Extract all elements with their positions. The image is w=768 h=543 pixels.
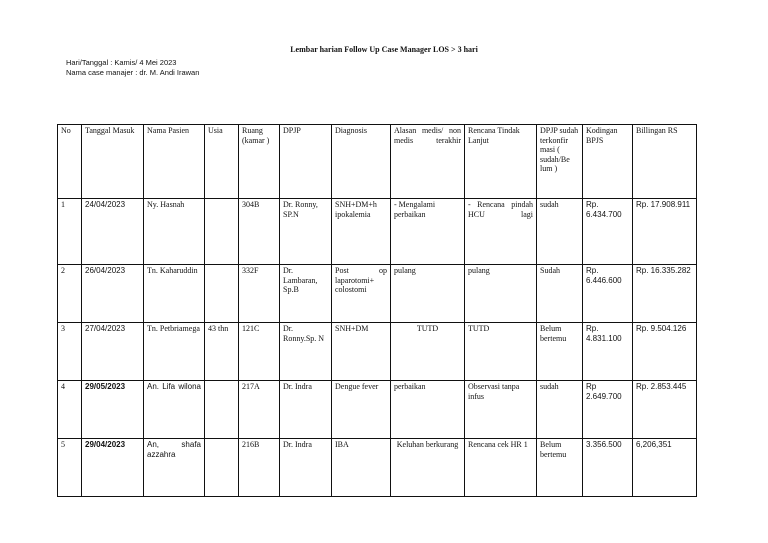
cell-konfirmasi: Belum bertemu <box>537 323 583 381</box>
header-no: No <box>58 125 82 199</box>
header-dpjp: DPJP <box>280 125 332 199</box>
cell-kodingan: Rp. 4.831.100 <box>583 323 633 381</box>
cell-konfirmasi: sudah <box>537 199 583 265</box>
cell-kodingan: 3.356.500 <box>583 439 633 497</box>
cell-diagnosis: Dengue fever <box>332 381 391 439</box>
cell-konfirmasi: Belum bertemu <box>537 439 583 497</box>
cell-tanggal: 29/04/2023 <box>82 439 144 497</box>
cell-nama: An. Lifa wilona <box>144 381 205 439</box>
case-manager-line: Nama case manajer : dr. M. Andi Irawan <box>66 68 200 77</box>
cell-tanggal: 27/04/2023 <box>82 323 144 381</box>
cell-rencana: TUTD <box>465 323 537 381</box>
date-line: Hari/Tanggal : Kamis/ 4 Mei 2023 <box>66 58 177 67</box>
cell-no: 2 <box>58 265 82 323</box>
header-alasan: Alasan medis/ non medis terakhir <box>391 125 465 199</box>
cell-alasan: pulang <box>391 265 465 323</box>
cell-ruang: 304B <box>239 199 280 265</box>
cell-billingan: Rp. 9.504.126 <box>633 323 697 381</box>
cell-ruang: 216B <box>239 439 280 497</box>
cell-tanggal: 24/04/2023 <box>82 199 144 265</box>
cell-no: 5 <box>58 439 82 497</box>
header-usia: Usia <box>205 125 239 199</box>
cell-tanggal: 29/05/2023 <box>82 381 144 439</box>
cell-usia <box>205 381 239 439</box>
cell-billingan: 6,206,351 <box>633 439 697 497</box>
cell-alasan: TUTD <box>391 323 465 381</box>
header-rencana: Rencana Tindak Lanjut <box>465 125 537 199</box>
cell-no: 1 <box>58 199 82 265</box>
cell-billingan: Rp. 16.335.282 <box>633 265 697 323</box>
cell-ruang: 217A <box>239 381 280 439</box>
cell-billingan: Rp. 2.853.445 <box>633 381 697 439</box>
cell-alasan: Keluhan berkurang <box>391 439 465 497</box>
cell-kodingan: Rp. 6.446.600 <box>583 265 633 323</box>
cell-rencana: pulang <box>465 265 537 323</box>
cell-nama: An, shafa azzahra <box>144 439 205 497</box>
cell-nama: Tn. Petbriamega <box>144 323 205 381</box>
cell-alasan: - Mengalami perbaikan <box>391 199 465 265</box>
cell-diagnosis: SNH+DM+h ipokalemia <box>332 199 391 265</box>
table-row <box>58 265 697 323</box>
follow-up-table <box>57 124 697 497</box>
header-nama-pasien: Nama Pasien <box>144 125 205 199</box>
cell-konfirmasi: Sudah <box>537 265 583 323</box>
cell-dpjp: Dr. Lambaran, Sp.B <box>280 265 332 323</box>
cell-no: 4 <box>58 381 82 439</box>
cell-usia <box>205 265 239 323</box>
cell-usia <box>205 199 239 265</box>
cell-dpjp: Dr. Ronny, SP.N <box>280 199 332 265</box>
cell-no: 3 <box>58 323 82 381</box>
cell-rencana: - Rencana pindah HCU lagi <box>465 199 537 265</box>
cell-dpjp: Dr. Ronny.Sp. N <box>280 323 332 381</box>
cell-nama: Ny. Hasnah <box>144 199 205 265</box>
cell-usia: 43 thn <box>205 323 239 381</box>
header-ruang: Ruang (kamar ) <box>239 125 280 199</box>
cell-diagnosis: Post op laparotomi+ colostomi <box>332 265 391 323</box>
header-kodingan: Kodingan BPJS <box>583 125 633 199</box>
table-row <box>58 323 697 381</box>
cell-nama: Tn. Kaharuddin <box>144 265 205 323</box>
header-tanggal-masuk: Tanggal Masuk <box>82 125 144 199</box>
cell-diagnosis: SNH+DM <box>332 323 391 381</box>
header-billingan: Billingan RS <box>633 125 697 199</box>
cell-alasan: perbaikan <box>391 381 465 439</box>
cell-diagnosis: IBA <box>332 439 391 497</box>
cell-dpjp: Dr. Indra <box>280 439 332 497</box>
table-row <box>58 199 697 265</box>
cell-konfirmasi: sudah <box>537 381 583 439</box>
cell-ruang: 332F <box>239 265 280 323</box>
cell-billingan: Rp. 17.908.911 <box>633 199 697 265</box>
cell-dpjp: Dr. Indra <box>280 381 332 439</box>
header-diagnosis: Diagnosis <box>332 125 391 199</box>
cell-kodingan: Rp. 6.434.700 <box>583 199 633 265</box>
cell-rencana: Observasi tanpa infus <box>465 381 537 439</box>
cell-kodingan: Rp 2.649.700 <box>583 381 633 439</box>
header-konfirmasi: DPJP sudah terkonfir masi ( sudah/Be lum ) <box>537 125 583 199</box>
cell-tanggal: 26/04/2023 <box>82 265 144 323</box>
cell-usia <box>205 439 239 497</box>
header-row <box>58 125 697 199</box>
document-title: Lembar harian Follow Up Case Manager LOS > 3 hari <box>290 45 478 54</box>
table-row <box>58 381 697 439</box>
cell-ruang: 121C <box>239 323 280 381</box>
cell-rencana: Rencana cek HR 1 <box>465 439 537 497</box>
table-row <box>58 439 697 497</box>
